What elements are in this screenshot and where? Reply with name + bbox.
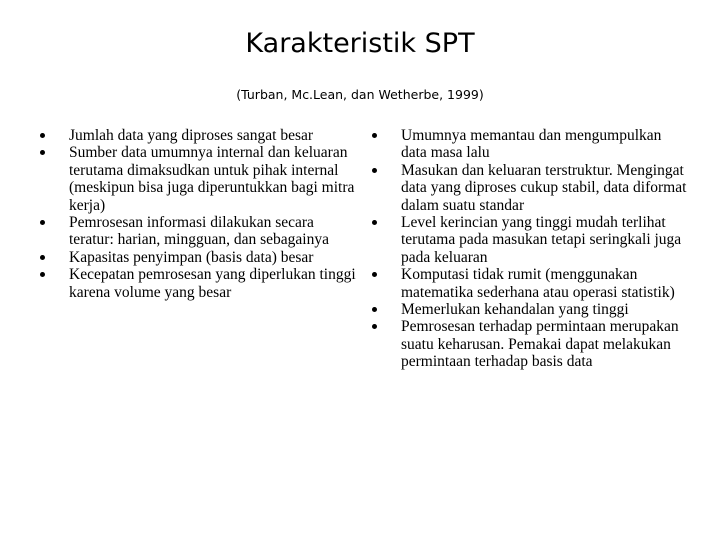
list-item	[40, 127, 360, 144]
list-item	[40, 266, 360, 301]
list-item-text: Level kerincian yang tinggi mudah terlihat terutama pada masukan tetapi seringkali juga pada keluaran	[401, 214, 682, 266]
list-item-text: Pemrosesan terhadap permintaan merupakan suatu keharusan. Pemakai dapat melakukan permintaan terhadap basis data	[401, 318, 679, 371]
list-item	[40, 214, 360, 249]
list-item-text: Komputasi tidak rumit (menggunakan matematika sederhana atau operasi statistik)	[401, 266, 675, 301]
bullet-icon	[40, 150, 45, 155]
slide-title: Karakteristik SPT	[245, 28, 475, 59]
list-item-text: Jumlah data yang diproses sangat besar	[69, 127, 314, 144]
bullet-icon	[372, 324, 377, 329]
bullet-icon	[40, 255, 45, 260]
list-item-text: Sumber data umumnya internal dan keluaran terutama dimaksudkan untuk pihak internal (meskipun bisa juga diperuntukkan bagi mitra kerja)	[69, 144, 355, 214]
list-item-text: Memerlukan kehandalan yang tinggi	[401, 301, 629, 319]
bullet-icon	[40, 272, 45, 277]
right-bullet-list	[372, 127, 690, 371]
list-item-text: Pemrosesan informasi dilakukan secara teratur: harian, mingguan, dan sebagainya	[69, 214, 329, 249]
list-item	[372, 266, 690, 301]
slide-subtitle: (Turban, Mc.Lean, dan Wetherbe, 1999)	[236, 87, 484, 102]
left-bullet-list	[40, 127, 360, 301]
list-item-text: Kecepatan pemrosesan yang diperlukan tinggi karena volume yang besar	[69, 266, 356, 301]
list-item	[372, 162, 690, 214]
bullet-icon	[372, 220, 377, 225]
list-item-text: Kapasitas penyimpan (basis data) besar	[69, 248, 314, 266]
bullet-icon	[372, 133, 377, 138]
bullet-icon	[372, 272, 377, 277]
list-item	[40, 249, 360, 266]
list-item	[372, 214, 690, 266]
list-item	[372, 127, 690, 162]
list-item	[372, 301, 690, 318]
list-item-text: Umumnya memantau dan mengumpulkan data masa lalu	[401, 127, 662, 162]
list-item-text: Masukan dan keluaran terstruktur. Mengingat data yang diproses cukup stabil, data diformat dalam suatu standar	[401, 161, 687, 214]
list-item	[40, 144, 360, 214]
list-item	[372, 318, 690, 370]
bullet-icon	[372, 168, 377, 173]
bullet-icon	[372, 307, 377, 312]
bullet-icon	[40, 133, 45, 138]
bullet-icon	[40, 220, 45, 225]
